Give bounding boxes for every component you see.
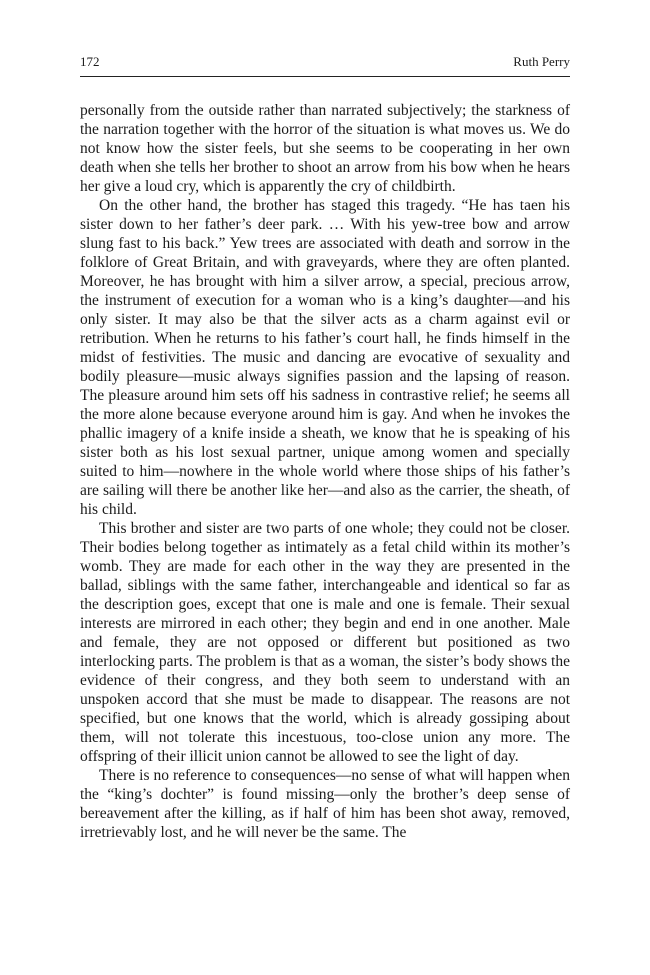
header-rule bbox=[80, 76, 570, 77]
paragraph-3: This brother and sister are two parts of one whole; they could not be closer. Their bodies belong together as intimately as a fetal child within its mother’s womb. They are made for each other in the way they are presented in the ballad, siblings with the same father, interchangeable and identical so far as the description goes, except that one is male and one is female. Their sexual interests are mirrored in each other; they begin and end in one another. Male and female, they are not opposed or different but positioned as two interlocking parts. The problem is that as a woman, the sister’s body shows the evidence of their congress, and they both seem to understand with an unspoken accord that she must be made to disappear. The reasons are not specified, but one knows that the world, which is already gossiping about them, will not tolerate this incestuous, too-close union any more. The offspring of their illicit union cannot be allowed to see the light of day. bbox=[80, 520, 570, 765]
paragraph-2: On the other hand, the brother has staged this tragedy. “He has taen his sister down to her father’s deer park. … With his yew-tree bow and arrow slung fast to his back.” Yew trees are associated with death and sorrow in the folklore of Great Britain, and with graveyards, where they are often planted. Moreover, he has brought with him a silver arrow, a special, precious arrow, the instrument of execution for a woman who is a king’s daughter—and his only sister. It may also be that the silver acts as a charm against evil or retribution. When he returns to his father’s court hall, he finds himself in the midst of festivities. The music and dancing are evocative of sexuality and bodily pleasure—music always signifies passion and the lapsing of reason. The pleasure around him sets off his sadness in contrastive relief; he seems all the more alone because everyone around him is gay. And when he invokes the phallic imagery of a knife inside a sheath, we know that he is speaking of his sister both as his lost sexual partner, unique among women and specially suited to him—nowhere in the whole world where those ships of his father’s are sailing will there be another like her—and also as the carrier, the sheath, of his child. bbox=[80, 197, 570, 518]
body-text bbox=[80, 101, 570, 842]
paragraph-4: There is no reference to consequences—no sense of what will happen when the “king’s dochter” is found missing—only the brother’s deep sense of bereavement after the killing, as if half of him has been shot away, removed, irretrievably lost, and he will never be the same. The bbox=[80, 767, 570, 841]
page-number: 172 bbox=[80, 54, 100, 69]
paragraph-1: personally from the outside rather than narrated subjectively; the starkness of the narration together with the horror of the situation is what moves us. We do not know how the sister feels, but she seems to be cooperating in her own death when she tells her brother to shoot an arrow from his bow when he hears her give a loud cry, which is apparently the cry of childbirth. bbox=[80, 102, 570, 195]
running-head-author: Ruth Perry bbox=[513, 54, 570, 69]
running-head bbox=[80, 54, 570, 70]
